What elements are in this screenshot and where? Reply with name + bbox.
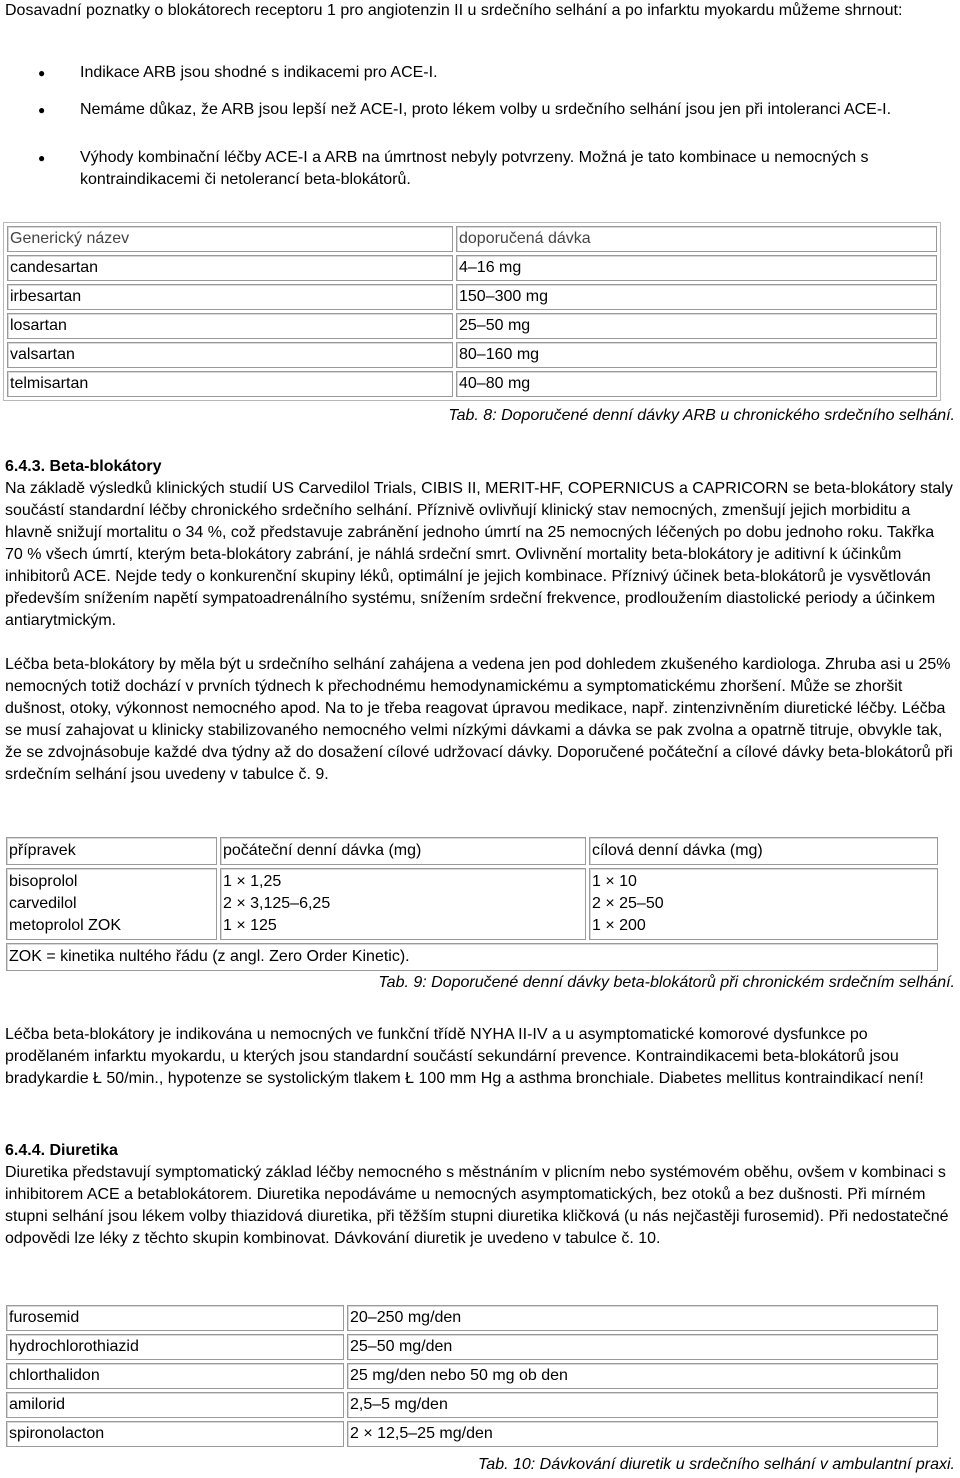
list-item bbox=[0, 99, 960, 121]
table-cell: candesartan bbox=[7, 255, 453, 281]
table-header-cell: přípravek bbox=[6, 837, 217, 865]
table-cell bbox=[6, 868, 217, 940]
bullet-icon: ● bbox=[38, 66, 46, 80]
table-row bbox=[7, 342, 937, 368]
table-cell: 25–50 mg/den bbox=[347, 1334, 938, 1360]
section-heading-diuretics: 6.4.4. Diuretika bbox=[5, 1142, 118, 1159]
section-heading-beta-blockers: 6.4.3. Beta-blokátory bbox=[5, 458, 162, 475]
table-caption: Tab. 9: Doporučené denní dávky beta-blokátorů při chronickém srdečním selhání. bbox=[378, 974, 955, 991]
table-caption: Tab. 10: Dávkování diuretik u srdečního selhání v ambulantní praxi. bbox=[477, 1456, 955, 1473]
table-cell: furosemid bbox=[6, 1305, 344, 1331]
cell-line: carvedilol bbox=[9, 895, 77, 912]
cell-line: 2 × 3,125–6,25 bbox=[223, 895, 331, 912]
list-item-text: Nemáme důkaz, že ARB jsou lepší než ACE-I, proto lékem volby u srdečního selhání jsou jen při intoleranci ACE-I. bbox=[80, 101, 892, 118]
beta-blockers-paragraph-2: Léčba beta-blokátory by měla být u srdečního selhání zahájena a vedena jen pod dohledem zkušeného kardiologa. Zhruba asi u 25% nemocných totiž dochází v prvních týdnech k přechodnému hemodynamickému a symptomatickému zhoršení. Může se zhoršit dušnost, otoky, výkonnost nemocného apod. Na to je třeba reagovat úpravou medikace, např. zintenzivněním diuretické léčby. Léčba se musí zahajovat u klinicky stabilizovaného nemocného velmi nízkými dávkami a dávka se pak zvolna a opatrně titruje, obvykle tak, že se zdvojnásobuje každé dva týdny až do dosažení cílové udržovací dávky. Doporučené počáteční a cílové dávky beta-blokátorů při srdečním selhání jsou uvedeny v tabulce č. 9. bbox=[5, 656, 953, 783]
table-cell: 2 × 12,5–25 mg/den bbox=[347, 1421, 938, 1447]
table-cell: amilorid bbox=[6, 1392, 344, 1418]
table-cell: losartan bbox=[7, 313, 453, 339]
table-header-cell: doporučená dávka bbox=[456, 226, 937, 252]
beta-blockers-paragraph-1: Na základě výsledků klinických studií US Carvedilol Trials, CIBIS II, MERIT-HF, COPERNICUS a CAPRICORN se beta-blokátory staly součástí standardní léčby chronického srdečního selhání. Příznivě ovlivňují klinický stav nemocných, zmenšují jejich morbiditu a hlavně snižují mortalitu o 34 %, což představuje zabránění jednoho úmrtí na 25 nemocných léčených po dobu jednoho roku. Takřka 70 % všech úmrtí, kterým beta-blokátory zabrání, je náhlá srdeční smrt. Ovlivnění mortality beta-blokátory je aditivní k účinkům inhibitorů ACE. Nejde tedy o konkurenční skupiny léků, optimální je jejich kombinace. Příznivý účinek beta-blokátorů je vysvětlován především snížením napětí sympatoadrenálního systému, snížením srdeční frekvence, prodloužením diastolické periody a účinkem antiarytmickým. bbox=[5, 480, 953, 629]
table-cell: irbesartan bbox=[7, 284, 453, 310]
table-cell bbox=[589, 868, 938, 940]
table-row bbox=[6, 1421, 938, 1447]
table-cell: 25–50 mg bbox=[456, 313, 937, 339]
beta-blocker-dosage-table bbox=[3, 834, 941, 974]
table-row bbox=[6, 1334, 938, 1360]
list-item-text: Výhody kombinační léčby ACE-I a ARB na úmrtnost nebyly potvrzeny. Možná je tato kombinace u nemocných s kontraindikacemi či netolerancí beta-blokátorů. bbox=[80, 149, 869, 188]
table-header-row bbox=[6, 837, 938, 865]
table-cell: 2,5–5 mg/den bbox=[347, 1392, 938, 1418]
table-row bbox=[7, 371, 937, 397]
table-cell: 150–300 mg bbox=[456, 284, 937, 310]
cell-line: 1 × 10 bbox=[592, 873, 637, 890]
nyha-paragraph: Léčba beta-blokátory je indikována u nemocných ve funkční třídě NYHA II-IV a u asymptomatické komorové dysfunkce po prodělaném infarktu myokardu, u kterých jsou standardní součástí sekundární prevence. Kontraindikacemi beta-blokátorů jsou bradykardie Ł 50/min., hypotenze se systolickým tlakem Ł 100 mm Hg a asthma bronchiale. Diabetes mellitus kontraindikací není! bbox=[5, 1026, 924, 1087]
arb-dosage-table bbox=[3, 222, 941, 401]
table-row bbox=[6, 943, 938, 971]
list-item bbox=[0, 147, 960, 191]
table-cell: 20–250 mg/den bbox=[347, 1305, 938, 1331]
cell-line: 1 × 125 bbox=[223, 917, 277, 934]
table-cell: telmisartan bbox=[7, 371, 453, 397]
table-cell: 25 mg/den nebo 50 mg ob den bbox=[347, 1363, 938, 1389]
cell-line: bisoprolol bbox=[9, 873, 78, 890]
table-cell: hydrochlorothiazid bbox=[6, 1334, 344, 1360]
table-header-cell: Generický název bbox=[7, 226, 453, 252]
table-header-cell: cílová denní dávka (mg) bbox=[589, 837, 938, 865]
table-row bbox=[6, 1363, 938, 1389]
diuretics-paragraph: Diuretika představují symptomatický základ léčby nemocného s městnáním v plicním nebo systémovém oběhu, ovšem v kombinaci s inhibitorem ACE a betablokátorem. Diuretika nepodáváme u nemocných asymptomatických, bez otoků a bez dušnosti. Při mírném stupni selhání jsou lékem volby thiazidová diuretika, při těžším stupni diuretika kličková (u nás nejčastěji furosemid). Při nedostatečné odpovědi lze léky z těchto skupin kombinovat. Dávkování diuretik je uvedeno v tabulce č. 10. bbox=[5, 1164, 949, 1247]
table-row bbox=[6, 1305, 938, 1331]
diuretics-dosage-table bbox=[3, 1302, 941, 1450]
table-cell bbox=[220, 868, 586, 940]
table-row bbox=[7, 313, 937, 339]
table-note: ZOK = kinetika nultého řádu (z angl. Zero Order Kinetic). bbox=[6, 943, 938, 971]
table-header-cell: počáteční denní dávka (mg) bbox=[220, 837, 586, 865]
cell-line: metoprolol ZOK bbox=[9, 917, 122, 934]
table-row bbox=[6, 1392, 938, 1418]
cell-line: 1 × 200 bbox=[592, 917, 646, 934]
list-item bbox=[0, 62, 960, 84]
cell-line: 2 × 25–50 bbox=[592, 895, 664, 912]
cell-line: 1 × 1,25 bbox=[223, 873, 282, 890]
bullet-icon: ● bbox=[38, 103, 46, 117]
table-cell: chlorthalidon bbox=[6, 1363, 344, 1389]
table-cell: 40–80 mg bbox=[456, 371, 937, 397]
bullet-icon: ● bbox=[38, 151, 46, 165]
table-header-row bbox=[7, 226, 937, 252]
intro-paragraph: Dosavadní poznatky o blokátorech receptoru 1 pro angiotenzin II u srdečního selhání a po infarktu myokardu můžeme shrnout: bbox=[5, 2, 903, 19]
table-cell: 4–16 mg bbox=[456, 255, 937, 281]
table-caption: Tab. 8: Doporučené denní dávky ARB u chronického srdečního selhání. bbox=[448, 407, 955, 424]
list-item-text: Indikace ARB jsou shodné s indikacemi pro ACE-I. bbox=[80, 64, 438, 81]
table-row bbox=[7, 284, 937, 310]
table-cell: spironolacton bbox=[6, 1421, 344, 1447]
table-row bbox=[6, 868, 938, 940]
table-row bbox=[7, 255, 937, 281]
table-cell: 80–160 mg bbox=[456, 342, 937, 368]
table-cell: valsartan bbox=[7, 342, 453, 368]
